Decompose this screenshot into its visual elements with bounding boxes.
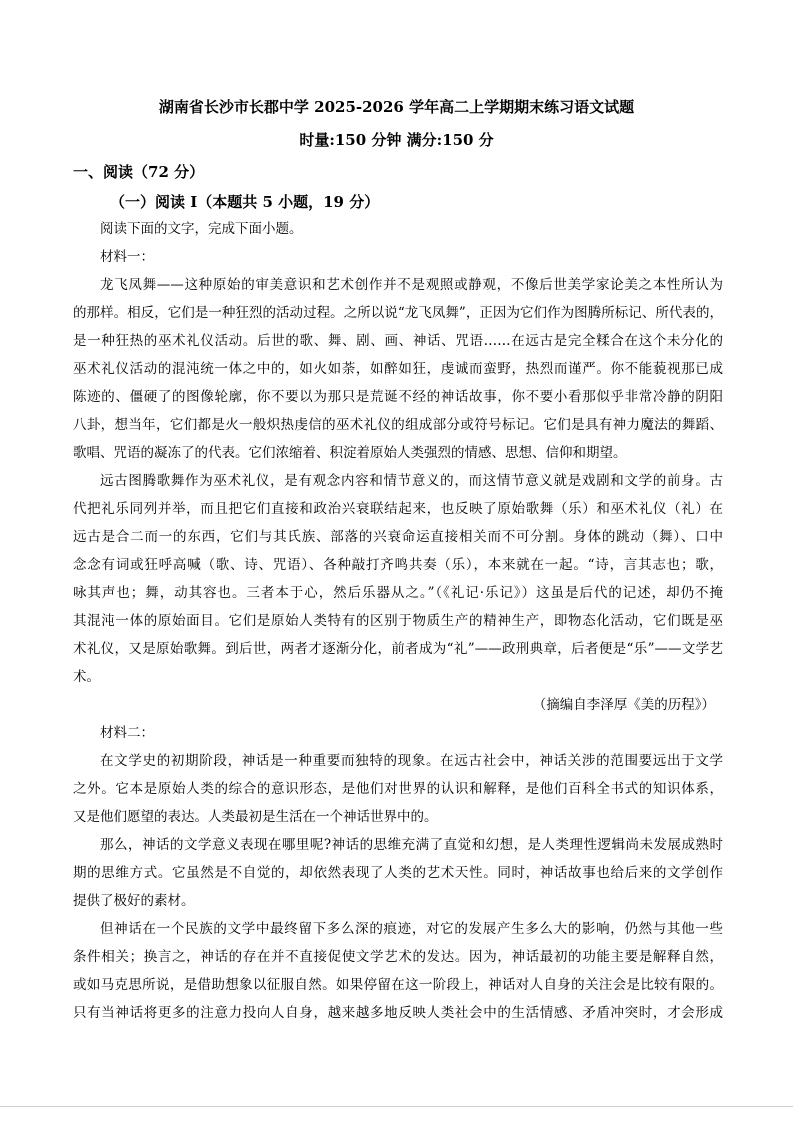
paragraph-line: 巫术礼仪活动的混沌统一体之中的，如火如荼，如醉如狂，虔诚而蛮野，热烈而谨严。你不能藐视那已成 [73, 361, 723, 377]
paragraph-line: 歌唱、咒语的凝冻了的代表。它们浓缩着、积淀着原始人类强烈的情感、思想、信仰和期望。 [73, 445, 627, 461]
paragraph-line: 术。 [73, 669, 100, 685]
paragraph-line: 之外。它本是原始人类的综合的意识形态，是他们对世界的认识和解释，是他们百科全书式的知识体系， [73, 781, 723, 797]
page-bottom-divider [0, 1106, 793, 1107]
paragraph-line: 只有当神话将更多的注意力投向人自身，越来越多地反映人类社会中的生活情感、矛盾冲突时，才会形成 [73, 1005, 723, 1021]
paragraph-line: 其混沌一体的原始面目。它们是原始人类特有的区别于物质生产的精神生产，即物态化活动，它们既是巫 [73, 613, 723, 629]
paragraph-line: 代把礼乐同列并举，而且把它们直接和政治兴衰联结起来，也反映了原始歌舞（乐）和巫术礼仪（礼）在 [73, 501, 723, 517]
paragraph-line: 条件相关；换言之，神话的存在并不直接促使文学艺术的发达。因为，神话最初的功能主要是解释自然， [73, 949, 723, 965]
paragraph-line: 术礼仪，又是原始歌舞。到后世，两者才逐渐分化，前者成为“礼”——政刑典章，后者便是“乐”——文学艺 [73, 641, 723, 657]
material-1-source: （摘编自李泽厚《美的历程》） [532, 697, 715, 713]
paragraph-line: 或如马克思所说，是借助想象以征服自然。如果停留在这一阶段上，神话对人自身的关注会是比较有限的。 [73, 977, 723, 993]
section-heading-reading: 一、阅读（72 分） [73, 163, 205, 181]
instruction-text: 阅读下面的文字，完成下面小题。 [100, 221, 303, 237]
material-2-label: 材料二： [100, 725, 154, 741]
paragraph-line: 念念有词或狂呼高喊（歌、诗、咒语）、各种敲打齐鸣共奏（乐），本来就在一起。“诗，言其志也；歌， [73, 557, 723, 573]
paragraph-line: 那么，神话的文学意义表现在哪里呢?神话的思维充满了直觉和幻想，是人类理性逻辑尚未发展成熟时 [100, 837, 723, 853]
paragraph-line: 但神话在一个民族的文学中最终留下多么深的痕迹，对它的发展产生多么大的影响，仍然与其他一些 [100, 921, 723, 937]
part-heading-reading-1: （一）阅读 I（本题共 5 小题，19 分） [110, 193, 380, 211]
paragraph-line: 远古是合二而一的东西，它们与其氏族、部落的兴衰命运直接相关而不可分割。身体的跳动（舞）、口中 [73, 529, 723, 545]
paragraph-line: 龙飞凤舞——这种原始的审美意识和艺术创作并不是观照或静观，不像后世美学家论美之本性所认为 [100, 277, 723, 293]
material-1-label: 材料一： [100, 249, 154, 265]
paragraph-line: 又是他们愿望的表达。人类最初是生活在一个神话世界中的。 [73, 809, 438, 825]
paragraph-line: 的那样。相反，它们是一种狂烈的活动过程。之所以说“龙飞凤舞”，正因为它们作为图腾所标记、所代表的， [73, 305, 723, 321]
paragraph-line: 八卦，想当年，它们都是火一般炽热虔信的巫术礼仪的组成部分或符号标记。它们是具有神力魔法的舞蹈、 [73, 417, 723, 433]
paragraph-line: 咏其声也；舞，动其容也。三者本于心，然后乐器从之。”（《礼记·乐记》）这虽是后代的记述，却仍不掩 [73, 585, 723, 601]
paragraph-line: 期的思维方式。它虽然是不自觉的，却依然表现了人类的艺术天性。同时，神话故事也给后来的文学创作 [73, 865, 723, 881]
paragraph-line: 是一种狂热的巫术礼仪活动。后世的歌、舞、剧、画、神话、咒语……在远古是完全糅合在这个未分化的 [73, 333, 723, 349]
paragraph-line: 提供了极好的素材。 [73, 893, 195, 909]
paragraph-line: 远古图腾歌舞作为巫术礼仪，是有观念内容和情节意义的，而这情节意义就是戏剧和文学的前身。古 [100, 473, 723, 489]
paragraph-line: 在文学史的初期阶段，神话是一种重要而独特的现象。在远古社会中，神话关涉的范围要远出于文学 [100, 753, 723, 769]
exam-time-and-score: 时量:150 分钟 满分:150 分 [299, 131, 494, 149]
paragraph-line: 陈迹的、僵硬了的图像轮廓，你不要以为那只是荒诞不经的神话故事，你不要小看那似乎非常冷静的阴阳 [73, 389, 723, 405]
exam-title: 湖南省长沙市长郡中学 2025-2026 学年高二上学期期末练习语文试题 [158, 98, 635, 116]
